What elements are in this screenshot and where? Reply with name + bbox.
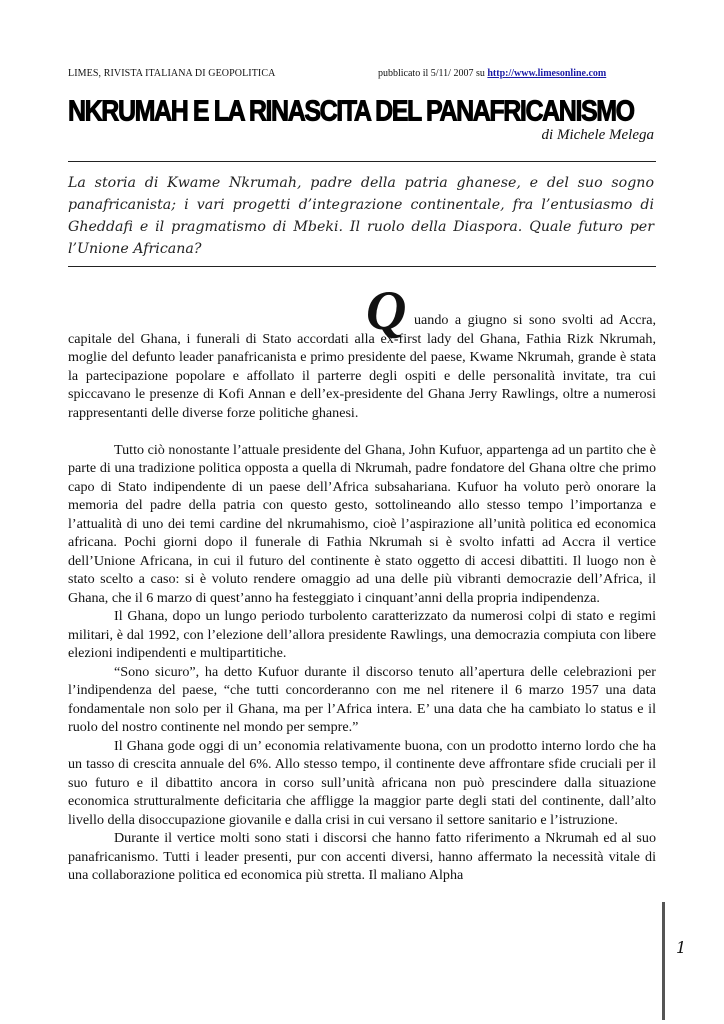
article-body <box>68 280 656 885</box>
published-date-text: pubblicato il 5/11/ 2007 su <box>378 68 488 79</box>
site-link[interactable]: http://www.limesonline.com <box>487 68 607 79</box>
paragraph-6: Durante il vertice molti sono stati i discorsi che hanno fatto riferimento a Nkrumah ed al suo panafricanismo. Tutti i leader presenti, pur con accenti diversi, hanno affermato la necessità vitale di una collaborazione politica ed economica più stretta. Il maliano Alpha <box>68 830 656 883</box>
top-divider <box>68 161 656 162</box>
opening-line <box>68 280 656 342</box>
paragraph-5: Il Ghana gode oggi di un’ economia relativamente buona, con un prodotto interno lordo che ha un tasso di crescita annuale del 6%. Allo stesso tempo, il continente deve affrontare sfide cruciali per il suo futuro e il dibattito ancora in corso sull’unità africana non può prescindere dalla situazione economica strutturalmente deficitaria che affligge la maggior parte degli stati del continente, dall’alto livello della disoccupazione giovanile e dalla crisi in cui versano il settore sanitario e l’istruzione. <box>68 737 656 828</box>
publication-name: LIMES, RIVISTA ITALIANA DI GEOPOLITICA <box>68 68 276 79</box>
article-abstract: La storia di Kwame Nkrumah, padre della patria ghanese, e del suo sogno panafricanista; i vari progetti d’integrazione continentale, fra l’entusiasmo di Gheddafi e il pragmatismo di Mbeki. Il ruolo della Diaspora. Quale futuro per l’Unione Africana? <box>68 175 654 257</box>
paragraph-2: Tutto ciò nonostante l’attuale presidente del Ghana, John Kufuor, appartenga ad un partito che è parte di una tradizione politica opposta a quella di Nkrumah, padre fondatore del Ghana oltre che primo capo di Stato indipendente di un paese dell’Africa subsahariana. Kufuor ha voluto però onorare la memoria del padre della patria con questo gesto, sottolineando allo stesso tempo l’importanza e l’attualità di uno dei temi cardine del nkrumahismo, cioè l’aspirazione all’unità politica ed economica africana. Pochi giorni dopo il funerale di Fathia Nkrumah si è svolto infatti ad Accra il vertice dell’Unione Africana, in cui il futuro del continente è stato oggetto di accesi dibattiti. Il luogo non è stato scelto a caso: si è voluto rendere omaggio ad una delle più vibranti democrazie dell’Africa, il Ghana, che il 6 marzo di quest’anno ha festeggiato i cinquant’anni della propria indipendenza. <box>68 441 656 606</box>
publication-info <box>378 68 606 79</box>
paragraph-4: “Sono sicuro”, ha detto Kufuor durante il discorso tenuto all’apertura delle celebrazioni per l’indipendenza del paese, “che tutti concorderanno con me nel ritenere il 6 marzo 1957 una data fondamentale non solo per il Ghana, ma per l’Africa intera. E’ una data che ha cambiato lo status e il ruolo del nostro continente nel mondo per sempre.” <box>68 663 656 735</box>
article-author: di Michele Melega <box>541 127 654 143</box>
opening-line-text: uando a giugno si sono svolti ad Accra, <box>414 312 656 328</box>
article-title: NKRUMAH E LA RINASCITA DEL PANAFRICANISMO <box>68 95 634 128</box>
paragraph-3: Il Ghana, dopo un lungo periodo turbolento caratterizzato da numerosi colpi di stato e regimi militari, è dal 1992, con l’elezione dell’allora presidente Rawlings, una democrazia compiuta con libere elezioni indipendenti e multipartitiche. <box>68 608 656 661</box>
page-number: 1 <box>676 938 687 957</box>
drop-cap: Q <box>366 280 407 342</box>
page-marker-bar <box>662 902 665 1020</box>
bottom-divider <box>68 266 656 267</box>
paragraph-1: capitale del Ghana, i funerali di Stato accordati alla ex-first lady del Ghana, Fathia Rizk Nkrumah, moglie del defunto leader panafricanista e primo presidente del paese, Kwame Nkrumah, grande è stata la partecipazione popolare e affollato il parterre degli ospiti e delle personalità invitate, tra cui spiccavano le presenze di Kofi Annan e dell’ex-presidente del Ghana Jerry Rawlings, oltre a numerosi rappresentanti delle diverse forze politiche ghanesi. <box>68 330 656 421</box>
